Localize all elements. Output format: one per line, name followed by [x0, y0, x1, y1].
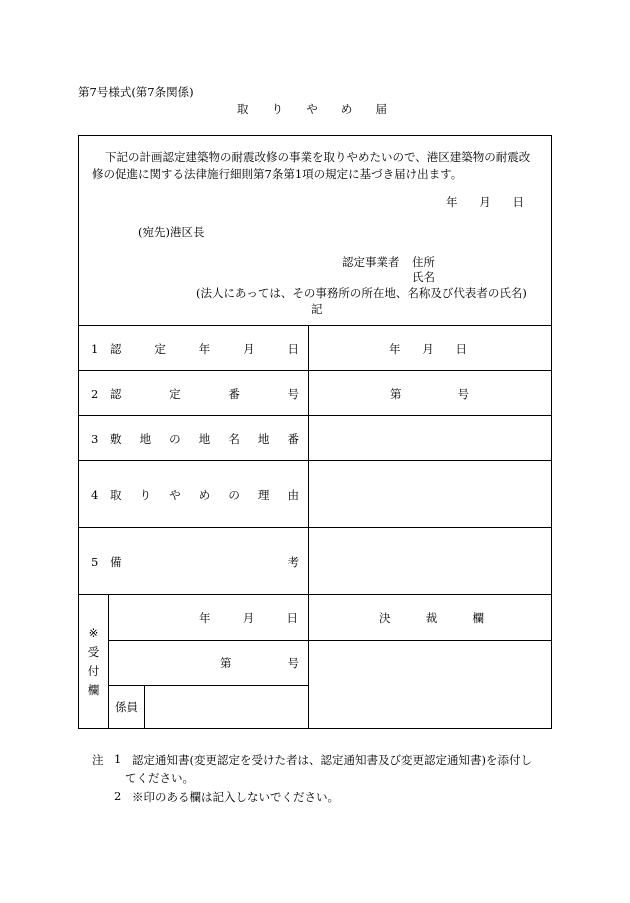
date-year-label: 年	[199, 610, 211, 625]
row-label	[110, 326, 299, 371]
row-number: 3	[91, 431, 99, 446]
reception-date	[199, 595, 298, 640]
row-withdrawal-reason	[79, 460, 551, 528]
form-number: 第7号様式(第7条関係)	[78, 85, 194, 99]
title-char: 取	[237, 102, 249, 116]
label-char: 定	[169, 386, 181, 401]
label-char: 備	[110, 554, 122, 569]
note-2-text: ※印のある欄は記入しないでください。	[132, 790, 339, 804]
reception-number	[220, 640, 299, 685]
label-char: 号	[287, 386, 299, 401]
ki-label: 記	[311, 302, 323, 316]
intro-line-1: 下記の計画認定建築物の耐震改修の事業を取りやめたいので、港区建築物の耐震改	[105, 150, 531, 164]
title-char: り	[271, 102, 284, 116]
label-char: 考	[287, 554, 299, 569]
reception-label-char: 付	[87, 664, 100, 678]
approval-field[interactable]	[309, 641, 551, 729]
form-title	[237, 101, 387, 117]
label-char: 認	[110, 386, 122, 401]
approval-char: 裁	[425, 610, 438, 625]
submission-date	[446, 194, 524, 210]
label-char: め	[198, 487, 211, 502]
intro-section	[79, 136, 551, 325]
row-certification-date	[79, 325, 551, 371]
note-1-line-1: 認定通知書(変更認定を受けた者は、認定通知書及び変更認定通知書)を添付し	[132, 753, 532, 767]
label-char: 名	[228, 431, 240, 446]
intro-line-2: 修の促進に関する法律施行細則第7条第1項の規定に基づき届け出ます。	[92, 167, 463, 181]
column-divider	[308, 371, 309, 416]
row-label	[110, 416, 299, 461]
certification-number-value[interactable]	[390, 371, 469, 416]
notes-label: 注	[92, 753, 104, 767]
date-year-label: 年	[446, 195, 458, 209]
clerk-label: 係員	[115, 700, 138, 714]
row-lot-number	[79, 415, 551, 461]
note-1-line-2: てください。	[125, 771, 194, 785]
label-char: や	[169, 487, 181, 502]
reception-label-char: 受	[87, 645, 100, 659]
corporate-note: (法人にあっては、その事務所の所在地、名称及び代表者の氏名)	[196, 286, 527, 300]
remarks-value[interactable]	[309, 528, 551, 595]
label-char: 由	[287, 487, 299, 502]
label-char: 認	[110, 341, 122, 356]
value-char: 年	[389, 341, 401, 356]
row-label	[110, 371, 299, 416]
column-divider	[108, 595, 109, 729]
label-char: の	[169, 431, 181, 446]
date-day-label: 日	[512, 195, 524, 209]
label-char: 地	[198, 431, 211, 446]
asterisk-mark: ※	[88, 626, 99, 640]
date-day-label: 日	[286, 610, 298, 625]
withdrawal-reason-value[interactable]	[309, 461, 551, 528]
name-label: 氏名	[412, 270, 435, 284]
label-char: 敷	[110, 431, 122, 446]
column-divider	[308, 326, 309, 371]
reception-label-char: 欄	[87, 683, 100, 697]
certification-date-value[interactable]	[389, 326, 467, 371]
date-month-label: 月	[242, 610, 255, 625]
title-char: 届	[375, 102, 387, 116]
row-number: 5	[91, 554, 99, 569]
label-char: 定	[154, 341, 166, 356]
applicant-label: 認定事業者	[342, 255, 400, 269]
value-char: 号	[457, 386, 469, 401]
label-char: 取	[110, 487, 122, 502]
label-char: 地	[139, 431, 152, 446]
address-label: 住所	[412, 255, 435, 269]
form-table	[78, 135, 552, 729]
label-char: の	[228, 487, 240, 502]
addressee: (宛先)港区長	[138, 225, 205, 239]
value-char: 第	[390, 386, 402, 401]
label-char: り	[139, 487, 152, 502]
title-char: や	[306, 102, 318, 116]
value-char: 日	[455, 341, 467, 356]
row-number: 1	[91, 341, 99, 356]
approval-char: 決	[379, 610, 391, 625]
row-certification-number	[79, 370, 551, 416]
date-month-label: 月	[479, 195, 491, 209]
row-remarks	[79, 527, 551, 595]
label-char: 年	[198, 341, 211, 356]
number-prefix: 第	[220, 655, 232, 670]
lot-number-value[interactable]	[309, 416, 551, 461]
reception-section	[79, 594, 551, 729]
note-2-number: 2	[114, 789, 122, 803]
note-1-number: 1	[114, 752, 122, 766]
row-label	[110, 461, 299, 528]
title-char: め	[340, 102, 353, 116]
row-number: 2	[91, 386, 99, 401]
number-suffix: 号	[287, 655, 299, 670]
reception-label	[79, 595, 108, 729]
label-char: 番	[287, 431, 299, 446]
clerk-signature-field[interactable]	[145, 686, 308, 729]
label-char: 月	[243, 341, 255, 356]
row-number: 4	[91, 487, 99, 502]
row-label	[110, 528, 299, 595]
label-char: 地	[257, 431, 270, 446]
label-char: 理	[257, 487, 270, 502]
value-char: 月	[422, 341, 434, 356]
label-char: 日	[287, 341, 299, 356]
approval-header	[379, 595, 484, 640]
approval-char: 欄	[472, 610, 484, 625]
label-char: 番	[228, 386, 240, 401]
